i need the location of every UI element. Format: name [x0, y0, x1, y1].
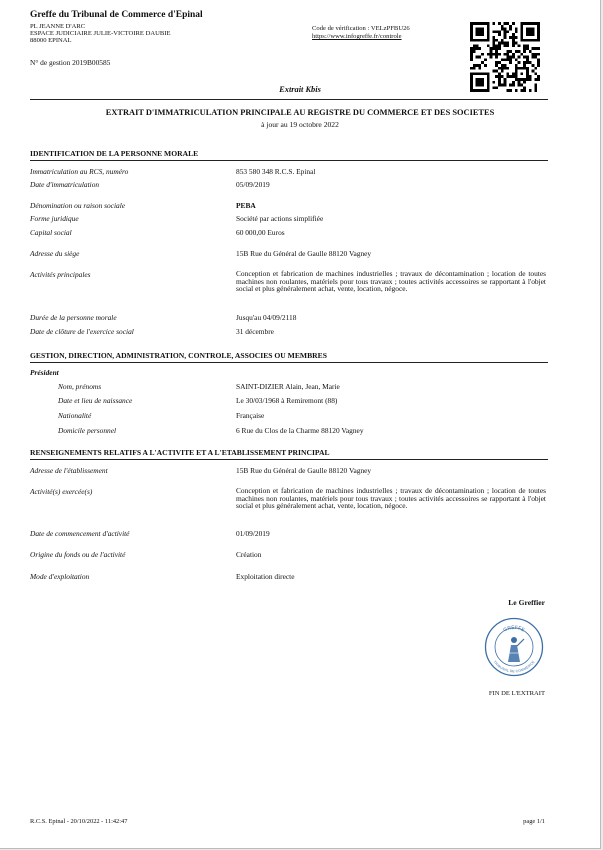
divider — [30, 362, 548, 363]
verification-block — [312, 25, 410, 41]
court-name: Greffe du Tribunal de Commerce d'Epinal — [30, 10, 203, 20]
field-label: Adresse de l'établissement — [30, 466, 108, 475]
rcs-number: 853 580 348 R.C.S. Epinal — [236, 167, 316, 176]
page-number: page 1/1 — [523, 818, 545, 825]
registration-date: 05/09/2019 — [236, 180, 270, 189]
registered-address: 15B Rue du Général de Gaulle 88120 Vagney — [236, 249, 372, 258]
field-label: Date d'immatriculation — [30, 180, 100, 189]
qr-code-icon — [470, 22, 540, 92]
fiscal-year-end: 31 décembre — [236, 327, 274, 336]
field-label: Immatriculation au RCS, numéro — [30, 167, 129, 176]
divider — [30, 459, 548, 460]
field-label: Activité(s) exercée(s) — [30, 487, 93, 496]
section-heading-identification: IDENTIFICATION DE LA PERSONNE MORALE — [30, 149, 199, 158]
field-label: Domicile personnel — [58, 426, 117, 435]
field-label: Mode d'exploitation — [30, 572, 90, 581]
section-heading-activite: RENSEIGNEMENTS RELATIFS A L'ACTIVITE ET A L'ETABLISSEMENT PRINCIPAL — [30, 448, 330, 457]
legal-form: Société par actions simplifiée — [236, 214, 324, 223]
main-activities: Conception et fabrication de machines industrielles ; travaux de décontamination ; location de toutes machines non roulantes, matériels pour tous travaux ; toutes activités accessoires se rapportant à l'objet social et plus généralement achat, vente, location, négoce. — [236, 269, 546, 294]
role-label: Président — [30, 368, 59, 377]
field-label: Nationalité — [58, 411, 92, 420]
divider — [30, 160, 548, 161]
verification-link[interactable]: https://www.infogreffe.fr/controle — [312, 33, 402, 40]
court-seal-icon — [484, 617, 544, 677]
divider — [30, 99, 548, 100]
seal-text-bottom: TRIBUNAL DE COMMERCE — [492, 659, 536, 674]
field-label: Date de clôture de l'exercice social — [30, 327, 134, 336]
activity-origin: Création — [236, 550, 262, 559]
court-address-line: ESPACE JUDICIAIRE JULIE-VICTOIRE DAUBIE — [30, 30, 171, 37]
end-of-extract: FIN DE L'EXTRAIT — [488, 690, 545, 697]
nationality: Française — [236, 411, 265, 420]
document-title: EXTRAIT D'IMMATRICULATION PRINCIPALE AU REGISTRE DU COMMERCE ET DES SOCIETES — [105, 108, 495, 117]
share-capital: 60 000,00 Euros — [236, 228, 285, 237]
greffier-label: Le Greffier — [508, 598, 545, 607]
footer-reference: R.C.S. Epinal - 20/10/2022 - 11:42:47 — [30, 818, 128, 825]
document-kind: Extrait Kbis — [279, 85, 321, 94]
field-label: Durée de la personne morale — [30, 313, 117, 322]
field-label: Adresse du siège — [30, 249, 80, 258]
field-label: Origine du fonds ou de l'activité — [30, 550, 126, 559]
court-address-line: PL JEANNE D'ARC — [30, 23, 86, 30]
operation-mode: Exploitation directe — [236, 572, 295, 581]
establishment-address: 15B Rue du Général de Gaulle 88120 Vagney — [236, 466, 372, 475]
field-label: Dénomination ou raison sociale — [30, 201, 126, 210]
gestion-number: N° de gestion 2019B00585 — [30, 58, 111, 67]
field-label: Forme juridique — [30, 214, 79, 223]
seal-text-top: GREFFE — [502, 624, 526, 634]
personal-address: 6 Rue du Clos de la Charme 88120 Vagney — [236, 426, 364, 435]
document-date: à jour au 19 octobre 2022 — [261, 120, 339, 129]
field-label: Nom, prénoms — [58, 382, 102, 391]
activity-start-date: 01/09/2019 — [236, 529, 270, 538]
company-name: PEBA — [236, 201, 256, 210]
field-label: Activités principales — [30, 270, 91, 279]
field-label: Date et lieu de naissance — [58, 396, 133, 405]
field-label: Capital social — [30, 228, 72, 237]
activities-exercised: Conception et fabrication de machines industrielles ; travaux de décontamination ; location de toutes machines non roulantes, matériels pour tous travaux ; toutes activités accessoires se rapportant à l'objet social et plus généralement achat, vente, location, négoce. — [236, 486, 546, 511]
verification-code: Code de vérification : VELzPFBU26 — [312, 25, 410, 32]
birth-date-place: Le 30/03/1968 à Remiremont (88) — [236, 396, 338, 405]
company-duration: Jusqu'au 04/09/2118 — [236, 313, 297, 322]
field-label: Date de commencement d'activité — [30, 529, 130, 538]
court-address-line: 88000 EPINAL — [30, 37, 72, 44]
section-heading-gestion: GESTION, DIRECTION, ADMINISTRATION, CONTROLE, ASSOCIES OU MEMBRES — [30, 351, 327, 360]
president-name: SAINT-DIZIER Alain, Jean, Marie — [236, 382, 340, 391]
